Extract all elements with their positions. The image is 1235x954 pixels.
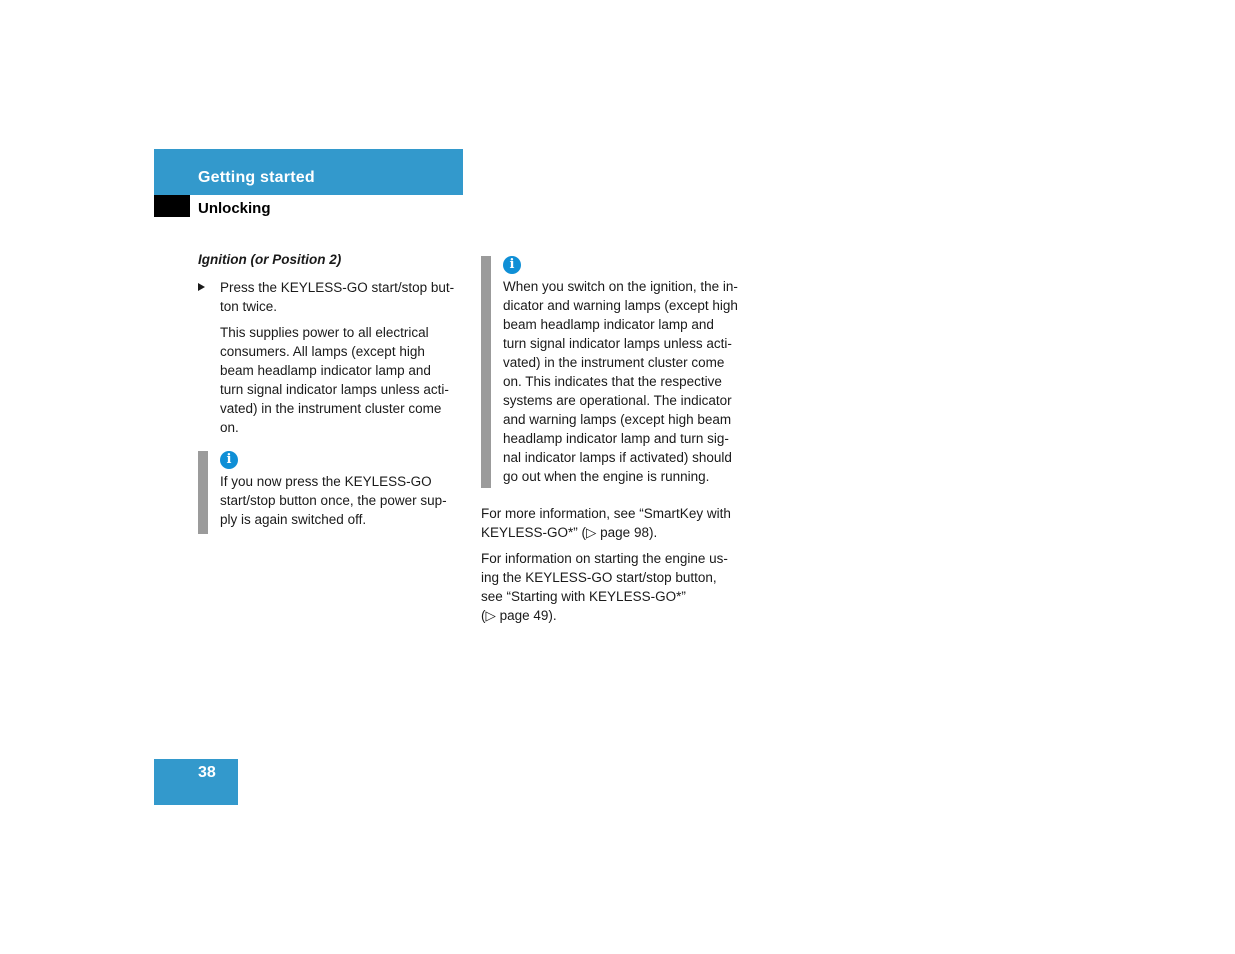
info-icon: i xyxy=(503,256,521,274)
note-text xyxy=(503,277,753,486)
step-result-paragraph xyxy=(220,323,470,437)
text-line: ply is again switched off. xyxy=(220,512,367,527)
text-line: When you switch on the ignition, the in- xyxy=(503,279,738,294)
smartkey-reference-paragraph xyxy=(481,504,751,542)
page-number: 38 xyxy=(198,764,216,781)
text-line: systems are operational. The indicator xyxy=(503,393,732,408)
text-line: beam headlamp indicator lamp and xyxy=(220,363,431,378)
text-line: on. This indicates that the respective xyxy=(503,374,722,389)
text-line: start/stop button once, the power sup- xyxy=(220,493,447,508)
text-line: and warning lamps (except high beam xyxy=(503,412,732,427)
subsection-marker xyxy=(154,195,190,217)
note-sidebar xyxy=(198,451,208,534)
text-line: headlamp indicator lamp and turn sig- xyxy=(503,431,729,446)
note-sidebar xyxy=(481,256,491,488)
text-line: ing the KEYLESS-GO start/stop button, xyxy=(481,570,717,585)
info-note-indicator-lamps xyxy=(481,256,751,488)
info-icon: i xyxy=(220,451,238,469)
text-line: For information on starting the engine us- xyxy=(481,551,728,566)
text-line: turn signal indicator lamps unless acti- xyxy=(220,382,449,397)
text-line: dicator and warning lamps (except high xyxy=(503,298,738,313)
text-line: go out when the engine is running. xyxy=(503,469,710,484)
subsection-title: Unlocking xyxy=(198,200,271,217)
page-reference-link[interactable]: (▷ page 49). xyxy=(481,608,557,623)
text-line: beam headlamp indicator lamp and xyxy=(503,317,714,332)
ignition-heading: Ignition (or Position 2) xyxy=(198,252,342,267)
text-line: vated) in the instrument cluster come xyxy=(220,401,442,416)
section-title: Getting started xyxy=(198,169,315,186)
page-reference-link[interactable]: KEYLESS-GO*” (▷ page 98). xyxy=(481,525,658,540)
instruction-step-text xyxy=(220,278,470,316)
text-line: vated) in the instrument cluster come xyxy=(503,355,725,370)
text-line: For more information, see “SmartKey with xyxy=(481,506,731,521)
starting-engine-reference-paragraph xyxy=(481,549,751,625)
text-line: on. xyxy=(220,420,239,435)
text-line: nal indicator lamps if activated) should xyxy=(503,450,732,465)
text-line: consumers. All lamps (except high xyxy=(220,344,425,359)
text-line: This supplies power to all electrical xyxy=(220,325,429,340)
bullet-arrow-icon xyxy=(198,283,205,291)
info-note-power-off xyxy=(198,451,468,534)
page-number-box xyxy=(154,759,238,805)
text-line: Press the KEYLESS-GO start/stop but- xyxy=(220,280,455,295)
note-text xyxy=(220,472,472,529)
text-line: see “Starting with KEYLESS-GO*” xyxy=(481,589,686,604)
text-line: If you now press the KEYLESS-GO xyxy=(220,474,432,489)
text-line: turn signal indicator lamps unless acti- xyxy=(503,336,732,351)
text-line: ton twice. xyxy=(220,299,278,314)
